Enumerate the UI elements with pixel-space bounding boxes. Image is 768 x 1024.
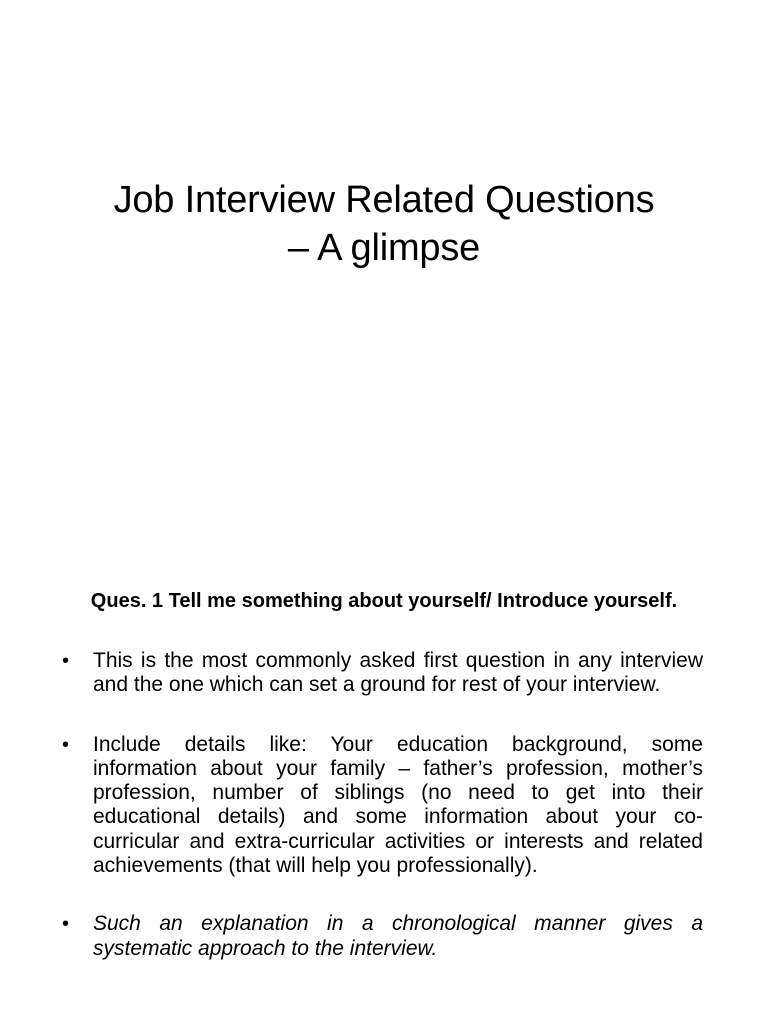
list-item: [62, 649, 703, 698]
bullet-list: [62, 649, 703, 961]
title-line: Job Interview Related Questions: [113, 179, 655, 221]
bullet-text: This is the most commonly asked first question in any interview and the one which can set a ground for rest of your interview.: [93, 649, 703, 697]
title-line: – A glimpse: [287, 227, 481, 269]
question-heading: Ques. 1 Tell me something about yourself/ Introduce yourself.: [90, 590, 678, 612]
content-slide: [0, 512, 768, 1024]
list-item: [62, 912, 703, 961]
bullet-icon: •: [62, 733, 70, 756]
list-item: [62, 733, 703, 879]
bullet-text: Include details like: Your education background, some information about your family – father’s profession, mother’s profession, number of siblings (no need to get into their educational details) and some information about your co-curricular and extra-curricular activities or interests and related achievements (that will help you professionally).: [93, 732, 703, 878]
bullet-text: Such an explanation in a chronological manner gives a systematic approach to the interview.: [93, 912, 703, 960]
bullet-icon: •: [62, 913, 70, 936]
bullet-icon: •: [62, 650, 70, 672]
slide-title: [40, 176, 728, 272]
